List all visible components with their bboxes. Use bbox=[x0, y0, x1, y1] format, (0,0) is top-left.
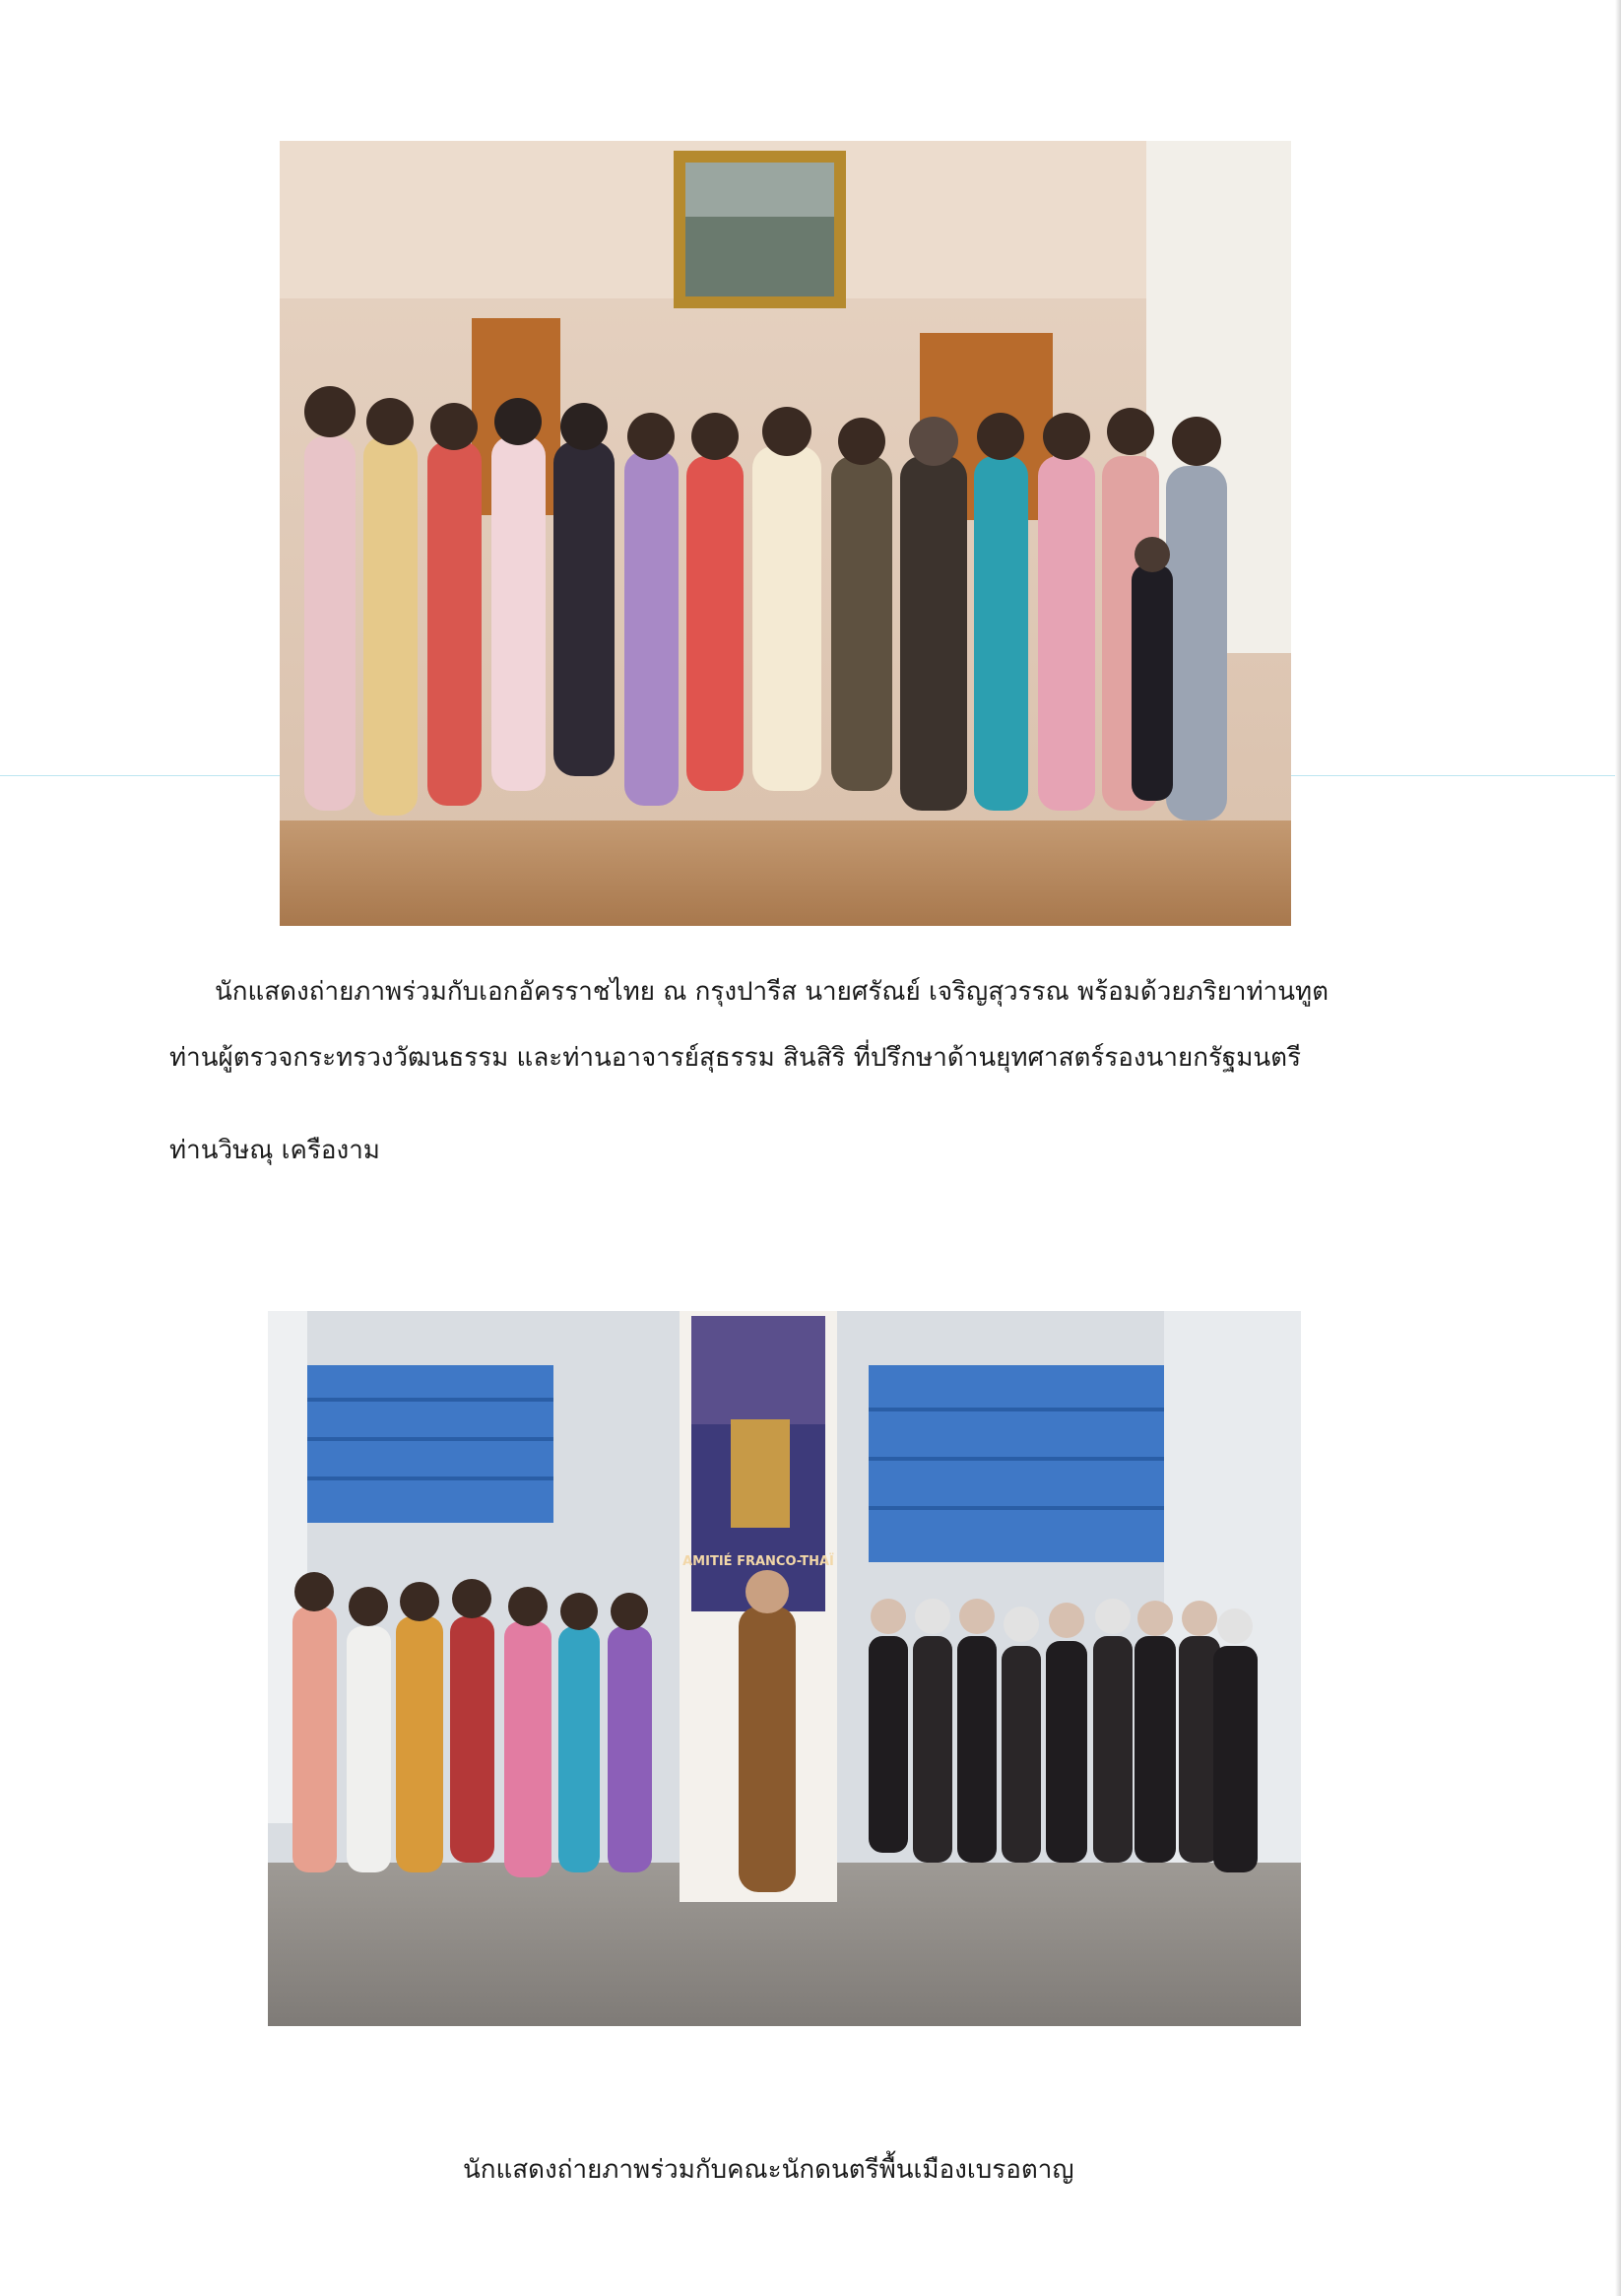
photo-2-image bbox=[268, 1311, 1301, 2026]
photo2-caption: นักแสดงถ่ายภาพร่วมกับคณะนักดนตรีพื้นเมืองเบรอตาญ bbox=[463, 2155, 1074, 2185]
photo1-caption-line2: ท่านผู้ตรวจกระทรวงวัฒนธรรม และท่านอาจารย์สุธรรม สินสิริ ที่ปรึกษาด้านยุทศาสตร์รองนายกรัฐมนตรี bbox=[169, 1043, 1302, 1073]
photo1-caption-line1: นักแสดงถ่ายภาพร่วมกับเอกอัครราชไทย ณ กรุงปารีส นายศรัณย์ เจริญสุวรรณ พร้อมด้วยภริยาท่านทูต bbox=[215, 977, 1329, 1007]
photo-group-with-ambassador bbox=[280, 141, 1291, 926]
photo-1-image bbox=[280, 141, 1291, 926]
photo-group-with-breton-musicians bbox=[268, 1311, 1301, 2026]
page-edge-shadow bbox=[1615, 0, 1621, 2296]
photo1-caption-line3: ท่านวิษณุ เครืองาม bbox=[169, 1136, 380, 1165]
poster-title: AMITIÉ FRANCO-THAÏ bbox=[682, 1554, 834, 1569]
